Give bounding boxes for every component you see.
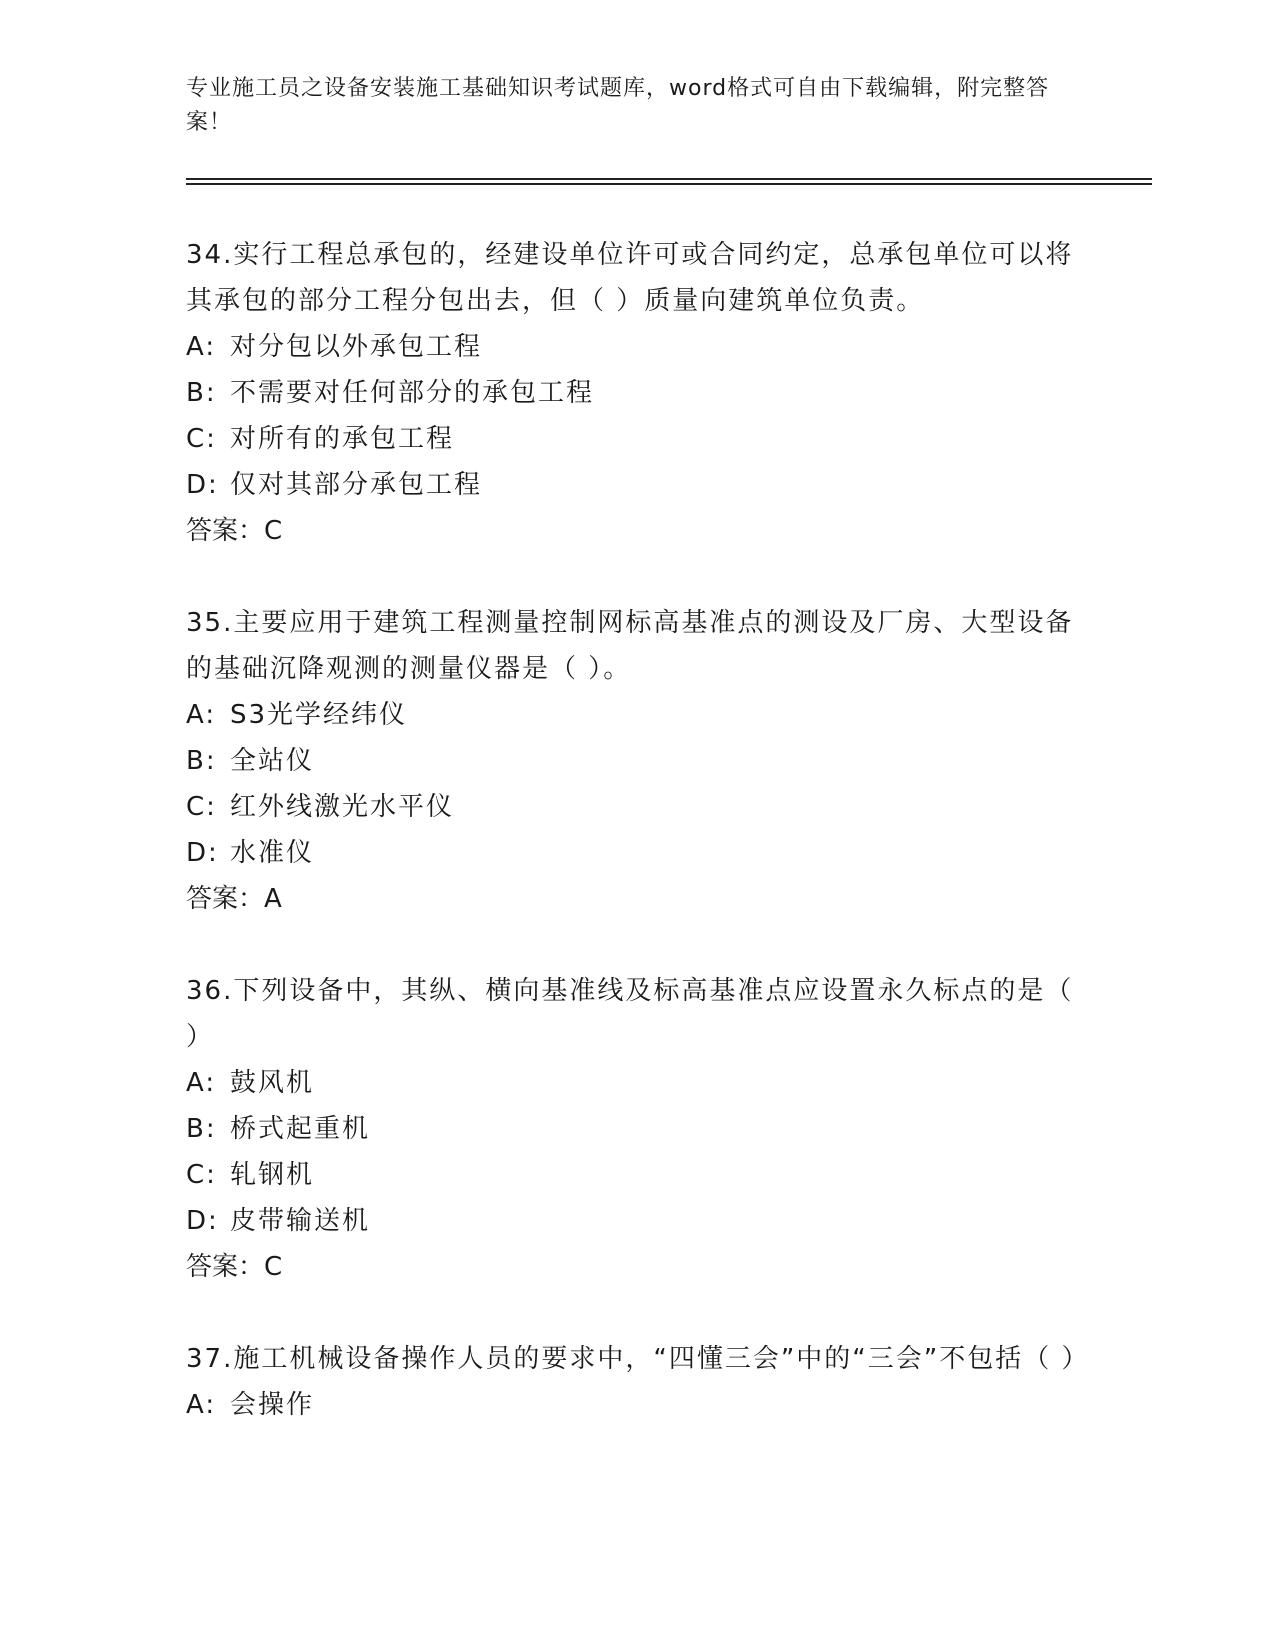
option-key: A: bbox=[186, 332, 217, 362]
option-d bbox=[186, 830, 1086, 876]
option-key: A: bbox=[186, 700, 217, 730]
option-text: 红外线激光水平仪 bbox=[230, 792, 455, 822]
option-text: 仅对其部分承包工程 bbox=[230, 470, 483, 500]
question-35 bbox=[186, 600, 1086, 922]
option-text: 水准仪 bbox=[230, 838, 315, 868]
option-text: S3光学经纬仪 bbox=[230, 700, 408, 730]
option-text: 鼓风机 bbox=[230, 1068, 315, 1098]
answer-line: 答案：A bbox=[186, 884, 282, 914]
option-c bbox=[186, 1152, 1086, 1198]
option-text: 对分包以外承包工程 bbox=[230, 332, 483, 362]
option-text: 不需要对任何部分的承包工程 bbox=[230, 378, 595, 408]
option-key: B: bbox=[186, 1114, 217, 1144]
question-34 bbox=[186, 232, 1086, 554]
option-key: C: bbox=[186, 424, 217, 454]
question-stem: 34.实行工程总承包的，经建设单位许可或合同约定，总承包单位可以将其承包的部分工程分包出去，但（ ）质量向建筑单位负责。 bbox=[186, 240, 1074, 316]
question-stem: 37.施工机械设备操作人员的要求中，“四懂三会”中的“三会”不包括（ ） bbox=[186, 1344, 1090, 1374]
option-key: D: bbox=[186, 838, 219, 868]
option-a bbox=[186, 324, 1086, 370]
header-rule-top bbox=[186, 178, 1152, 180]
option-d bbox=[186, 462, 1086, 508]
option-a bbox=[186, 692, 1086, 738]
option-b bbox=[186, 1106, 1086, 1152]
option-key: C: bbox=[186, 792, 217, 822]
option-b bbox=[186, 738, 1086, 784]
option-text: 对所有的承包工程 bbox=[230, 424, 455, 454]
option-a bbox=[186, 1382, 1086, 1428]
document-header: 专业施工员之设备安装施工基础知识考试题库，word格式可自由下载编辑，附完整答案！ bbox=[186, 76, 1050, 135]
option-key: B: bbox=[186, 746, 217, 776]
option-key: D: bbox=[186, 1206, 219, 1236]
option-text: 会操作 bbox=[230, 1390, 315, 1420]
option-a bbox=[186, 1060, 1086, 1106]
option-text: 轧钢机 bbox=[230, 1160, 315, 1190]
option-text: 桥式起重机 bbox=[230, 1114, 371, 1144]
option-key: B: bbox=[186, 378, 217, 408]
option-c bbox=[186, 784, 1086, 830]
option-key: A: bbox=[186, 1068, 217, 1098]
answer-line: 答案：C bbox=[186, 516, 283, 546]
question-stem: 36.下列设备中，其纵、横向基准线及标高基准点应设置永久标点的是（ ） bbox=[186, 976, 1074, 1052]
option-key: C: bbox=[186, 1160, 217, 1190]
answer-line: 答案：C bbox=[186, 1252, 283, 1282]
option-text: 皮带输送机 bbox=[230, 1206, 371, 1236]
option-key: D: bbox=[186, 470, 219, 500]
option-d bbox=[186, 1198, 1086, 1244]
question-stem: 35.主要应用于建筑工程测量控制网标高基准点的测设及厂房、大型设备的基础沉降观测的测量仪器是（ ）。 bbox=[186, 608, 1074, 684]
header-rule-bottom bbox=[186, 183, 1152, 185]
option-text: 全站仪 bbox=[230, 746, 315, 776]
option-key: A: bbox=[186, 1390, 217, 1420]
question-list bbox=[186, 232, 1090, 1474]
question-36 bbox=[186, 968, 1086, 1290]
question-37 bbox=[186, 1336, 1090, 1428]
option-c bbox=[186, 416, 1086, 462]
option-b bbox=[186, 370, 1086, 416]
